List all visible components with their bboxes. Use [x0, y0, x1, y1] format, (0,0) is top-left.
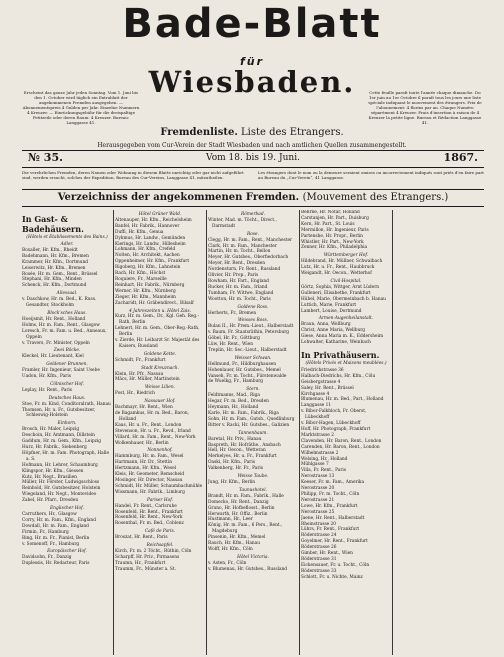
issue-date: Vom 18. bis 19. Juni.	[206, 153, 300, 163]
guest-entry: Duplessis, Hr. Redacteur, Paris	[22, 561, 90, 567]
guest-entry: Carstanjen, Hr. Part., Duisburg	[301, 215, 369, 221]
guest-entry: Werner, Hr. Kfm., Nürnberg	[115, 288, 176, 294]
hotel-name: Hôtel Victoria.	[237, 554, 269, 560]
guest-entry: Banfel, Hr. Fabrik., Hannover	[115, 223, 180, 229]
guest-entry: Clark, Hr. m. Fam., Manchester	[208, 243, 277, 249]
hotel-name: Rose.	[247, 231, 259, 237]
guest-entry: Hegar, Fr. m. Bed., Dresden	[208, 399, 269, 405]
guest-entry: Reinhold, Hr. Gutsbesitzer, Holstein	[22, 486, 101, 492]
guest-entry: Lambert, Louise, Dortmund	[301, 308, 362, 314]
guest-entry: Thomsen, Hr. u. Fr., Gutsbesitzer, Schleswig-Holstein	[22, 407, 96, 419]
hotel-name: Block'sches Haus.	[47, 310, 87, 316]
guest-entry: Dowdall, Hr. m. Fam., England	[22, 523, 89, 529]
guest-entry: Zenner, Hr. Kfm., Philadelphia	[301, 245, 368, 251]
guest-entry: Domecko, Hr. Rent., Danzig	[208, 499, 269, 505]
guest-entry: Hoff, Hr. Photograph, Frankfurt	[301, 427, 371, 432]
hotel-name: Weisse Taube.	[237, 474, 269, 480]
guest-entry: Hammburg, Hr. m. Fam., Wesel	[115, 454, 184, 460]
guest-entry: Leiserwitz, Hr. Kfm., Bremen	[22, 265, 86, 271]
guest-entry: Langgasse 11	[301, 403, 332, 409]
guest-entry: Eickensauer, Fr. u. Tocht., Cöln	[301, 562, 370, 568]
masthead-city: Wiesbaden.	[148, 65, 356, 99]
hotel-name: Zwei Böcke.	[53, 348, 81, 354]
guest-entry: Traumn, Hr., Frankfurt	[115, 560, 166, 566]
guest-entry: Hurz, Hr. Fabrik., Siebenberg	[22, 445, 87, 450]
guest-entry: Partenshe, Hr. Propr., Berlin	[301, 233, 363, 239]
category-subheading: (Hôtels et Etablissements des Bains.)	[26, 235, 108, 240]
guest-entry: v. Zierde, Hr. Leibarzt Sr. Majestät des Kaisers, Russland	[115, 338, 200, 349]
guest-entry: Meyer, Hr. Rent., Dresden	[208, 261, 265, 267]
guest-entry: Reinhart, Hr. Fabrik., Nürnberg	[115, 282, 185, 288]
hotel-name: Pariser Hof.	[147, 497, 173, 503]
guest-entry: Hoeijsmit, Hr. Rent., Holland	[22, 316, 86, 322]
guest-entry: Blumenau, Hr. m. Bed., Part., Holland	[301, 397, 384, 403]
guest-entry: Brandt, Hr. m. Fam., Fabrik., Halle	[208, 493, 284, 499]
divider	[22, 206, 484, 207]
hotel-name: Hôtel Grüner Wald.	[138, 212, 182, 217]
guest-entry: Rauch, Hr. Kfm., Hanau	[208, 541, 261, 547]
guest-entry: Traumm, Fr., Münster a. St.	[115, 566, 176, 572]
guest-entry: Lührs, Fr. Rent., Frankfurt	[301, 527, 360, 533]
hotel-name: 4 Jahreszeiten u. Hôtel Zais.	[129, 308, 191, 314]
guest-entry: Giese, Anna Maria m. K., Eddersheim	[301, 334, 384, 340]
issue-line	[22, 150, 484, 166]
guest-entry: Braun, Anna, Wellburg	[301, 322, 351, 328]
hotel-name: Württemberger Hof.	[323, 253, 369, 259]
guest-entry: Kurz, Hr. m. Gem., Dr., Kgl. Geh. Reg.-Rath, Berlin	[115, 314, 199, 326]
guest-entry: Lohmann, Hr. Kfm., Crefeld	[115, 247, 176, 253]
guest-entry: Holms, Hr. m. Fam., Rent., Glasgow	[22, 322, 100, 328]
guest-entry: Rowham, Hr. Fart., England	[208, 278, 269, 284]
hotel-name: Reichsapfel.	[146, 543, 174, 549]
guest-entry: Rigoberg, Hr. Kfm., Lahnstein	[115, 265, 181, 271]
guest-entry: Lehnert, Hr. m. Gem., Ober-Reg.-Rath, Berlin	[115, 326, 200, 338]
guest-entry: v. Travers, Fr. Minister, Oppeln	[22, 340, 90, 346]
notice-french: Les étrangers dont le nom ou la demeure seraient omises ou incorrectement indiqués sont priés d'en faire part au Bureau du „Cur-Verein“, 41 Langgasse.	[258, 170, 484, 180]
guest-entry: Kleckel, Hr. Lieutenant, Kiel	[22, 354, 84, 360]
guest-entry: Duffi, Hr. Kfm., Genua	[115, 229, 164, 235]
guest-entry: Clegg, Hr. m. Fam., Rent., Manchester	[208, 237, 293, 243]
guest-entry: Loresch, Fr. m. Fam. u. Bed., Anneaux, Oppeln	[22, 328, 107, 340]
guest-entry: Rheinstrasse 20	[301, 521, 337, 527]
guest-entry: Davidsohn, Fr., Danzig	[22, 555, 72, 561]
guest-entry: Stephani, Hr. Kfm., Minden	[22, 277, 82, 283]
guest-entry: Hell, Hr. Oecon., Wetteran	[208, 448, 266, 454]
guest-entry: Hertzmann, Hr. Kfm., Wesel	[115, 466, 177, 472]
guest-entry: Hildebrand, Hr. Müllner, Schwalbach	[301, 259, 383, 265]
guest-entry: v. Bibor-Falkbloch, Fr. Oberst, Lübeckhoff	[301, 409, 367, 421]
guest-entry: Mosinger, Hr. Director, Nassau	[115, 477, 183, 483]
hotel-name: Goldene Kette.	[143, 351, 177, 357]
guest-entry: Rosenfeld, Hr. Rent., New-York	[115, 515, 183, 521]
guest-entry: Wilhelmstrasse 2	[301, 450, 339, 456]
guest-entry: Welsing, Hr., Holland	[301, 456, 348, 462]
guest-entry: Baretal, Hr. Priv., Hanau	[208, 436, 262, 442]
guest-entry: Goyelmer, Hr. Rent., Frankfurt	[301, 539, 368, 545]
guest-entry: Görtz, Sophia, Wittger, Arnt Lüdern	[301, 284, 380, 290]
guest-entry: v. Bibor-Hagen, Lübeckhoff	[301, 421, 361, 427]
guest-entry: Carruthers, Hr., Glasgow	[22, 511, 77, 517]
fremdenliste-german: Fremdenliste.	[160, 127, 238, 138]
guest-entry: Boxaller, Hr. Kfm., Rheidt	[22, 247, 78, 253]
guest-entry: Treplin, Hr. Sec.-Lieut., Halberstadt	[208, 347, 287, 353]
guest-entry: Lohwalter, Katharine, Weinbach	[301, 340, 371, 346]
guest-entry: Tumham, Fr. Wittwe, England	[208, 290, 274, 296]
guest-entry: Schlott, Fr. u. Nichte, Mainz	[301, 574, 363, 580]
guest-entry: Oppenheimer, Hr. Kfm., Frankfurt	[115, 259, 190, 265]
guest-entry: Röderstrasse 31	[301, 556, 337, 562]
guest-entry: Valkenberg, Hr. Fr., Paris	[208, 466, 264, 472]
guest-entry: Mäcs, Hr. Müller, Martinstein	[115, 377, 180, 383]
hotel-name: Englischer Hof.	[50, 506, 84, 512]
hotel-name: Stern.	[246, 387, 260, 393]
hotel-name: Stadt Kreuznach.	[141, 365, 179, 371]
masthead-fuer: für	[239, 55, 265, 68]
guest-entry: v. Asten, Fr., Cöln	[208, 560, 247, 566]
issue-number: № 35.	[28, 151, 63, 164]
guest-entry: Nolten, Hr. Architekt, Aachen	[115, 253, 180, 259]
guest-entry: Marktstrasse 2	[301, 432, 334, 438]
hotel-name: Nonnenhof.	[147, 448, 173, 454]
hotel-name: Allessaal.	[56, 291, 78, 297]
guest-entry: Heymann, Hr., Holland	[208, 405, 259, 411]
guest-entry: Rosenthal, Fr. m. Bed., Coblenz	[115, 521, 184, 527]
column-divider	[113, 210, 114, 655]
hotel-name: Römerbad.	[241, 212, 265, 217]
guest-entry: Carenden, Hr. Baron, Rent., London	[301, 444, 380, 450]
fremdenliste-french: Liste des Etrangers.	[241, 127, 344, 138]
guest-entry: Rosenfeld, Hr. Rent., Frankfurt	[115, 509, 183, 515]
issue-year: 1867.	[443, 151, 478, 164]
guest-entry: Zacharidt, Hr. Gräbendirect., Bilsalf	[115, 300, 194, 306]
guest-entry: Friedrichstrasse 36	[301, 367, 344, 373]
hotel-name: Nassauer Hof.	[144, 399, 176, 405]
hotel-name: Civil-Hospital.	[330, 278, 362, 284]
guest-entry: Wootton, Hr. m. Tocht., Paris	[208, 296, 271, 302]
hotel-name: Armen-Augenheilanstalt.	[318, 316, 374, 322]
masthead-note-german: Erscheint das ganze Jahr jeden Sonntag. Vom 1. Juni bis den 1. October wird täglich ein Extrablatt der angekommenen Fremden ausgegeben. — Abonnementspreis 4 Gulden per Jahr. Einzelne Nummern 4 Kreuzer. — Einrückungsgebühr für die dreispaltige Petitzeile oder deren Raum: 4 Kreuzer. Bureau: Langgasse 41.	[22, 90, 140, 125]
guest-entry: Mermillon, Hr. Ingenieur, Paris	[301, 227, 369, 233]
guest-entry: Röderstrasse 26	[301, 545, 337, 551]
category-subheading: (Hôtels Privés et Maisons meublées.)	[305, 360, 387, 366]
guest-entry: Framler, Hr. Ingenieur, Saint Usebe	[22, 368, 100, 374]
guest-entry: Zieger, Hr. Kfm., Mannheim	[115, 294, 176, 300]
hotel-name: Europäischer Hof.	[47, 549, 87, 555]
guest-entry: Kaus, Hr. u. Fr., Rent., London	[115, 422, 182, 428]
guest-entry: de Bagamkus, Hr. m. Bed., Baron, Holland	[115, 411, 189, 422]
guest-entry: Leplay, Hr. Rent., Paris	[22, 387, 72, 393]
guest-entry: Halbach-Diedrichs, Hr. Kfm., Cölu	[301, 373, 376, 379]
guest-entry: Brosch, Hr. Maler, Leipzig	[22, 427, 80, 433]
guest-entry: Rucker, Hr. m. Fam., Irland	[208, 284, 268, 290]
guest-entry: Kutz, Hr. Negt., Brasilien	[22, 474, 77, 480]
guest-entry: Mühlgasse 7	[301, 462, 329, 468]
guest-entry: Feldtmanns, Mad., Riga	[208, 393, 260, 399]
guest-entry: Müller, Hr. Förster, Ludwigsschloss	[22, 480, 100, 486]
section-heading	[22, 191, 484, 205]
guest-entry: Broszat, Hr. Rent., Paris	[115, 535, 168, 541]
guest-entry: Oaski, Hr. Kfm., Paris	[208, 460, 255, 466]
guest-entry: Villard, Hr. m. Fam., Rent., New-York	[115, 434, 196, 440]
guest-entry: Gruno, Hr. Hofbeflosst., Berlin	[208, 505, 275, 511]
guest-entry: Corry, Hr. m. Fam., Kfm., England	[22, 517, 96, 523]
guest-entry: v. Daschkow, Hr. m. Bed., K. Russ. Gesandter, Stockholm	[22, 297, 97, 309]
column-divider	[206, 210, 207, 655]
guest-entry: Zabel, Hr. Pfarr., Dresden	[22, 498, 79, 504]
guest-entry: Weigandt, Hr. Oecon., Wetterhof	[301, 271, 372, 277]
guest-entry: Lüw, Hr. Rent., Wien	[208, 342, 253, 348]
category-heading: In Gast- & Badehäusern.	[22, 214, 84, 234]
notice-german: Die verehrlichen Fremden, deren Namen oder Wohnung in diesem Blatte unrichtig oder gar nicht aufgeführt sind, werden ersucht, solches der Expedition, Bureau des Cur-Vereins, Langgasse 41, mitzutheilen.	[22, 170, 244, 180]
guest-entry: Herberts, Fr., Bremen	[208, 310, 257, 316]
masthead	[0, 0, 504, 160]
guest-entry: Altenauper, Hr. Kfm., Reichelsheim	[115, 217, 192, 223]
guest-entry: Whistler, Hr. Part., New-York	[301, 239, 364, 245]
guest-entry: Nordensturn, Fr. Rent., Russland	[208, 267, 281, 273]
guest-entry: Schenck, Hr. Kfm., Dortmund	[22, 283, 87, 289]
guest-entry: Krammer, Hr. Kfm., Dortmund	[22, 259, 89, 265]
guest-list-columns	[22, 210, 484, 655]
guest-entry: Philipp, Fr. m. Tocht., Cöln	[301, 491, 360, 497]
hotel-name: Weisser Schwan.	[234, 355, 272, 361]
column-divider	[392, 210, 393, 655]
guest-entry: Badehmann, Hr. Kfm., Bremen	[22, 253, 89, 259]
guest-entry: Karle, Hr. m. Fam., Fabrik., Riga	[208, 411, 279, 416]
guest-entry: Dykmus, Hr. Landw., Gemünden	[115, 235, 186, 241]
guest-entry: Meyer, Hr. Gutsbes., Oberfiedorbach	[208, 255, 289, 261]
guest-entry: Kern, Hr. Part., St. Louis	[301, 221, 355, 227]
guest-entry: Firmin, Fr., Hamburg	[22, 529, 69, 535]
hotel-name: Weisses Ross.	[237, 318, 269, 324]
guest-entry: Herwarth, Hr. Offiz., Berlin	[208, 511, 268, 517]
guest-entry: Röderstrasse 33	[301, 568, 337, 574]
guest-entry: Stoe, Fr. m. Kind, Conditoralrath, Hanau	[22, 401, 111, 407]
fremdenliste-heading	[0, 126, 504, 139]
guest-column	[301, 210, 391, 655]
guest-entry: Martin, Hr. m. Tocht., Bellon	[208, 249, 271, 255]
guest-column	[115, 210, 205, 655]
guest-entry: Winter, Mad. m. Töcht., Direct., Darmstadt	[208, 217, 277, 229]
guest-entry: Scharpff, Hr. Priv., Pirmasens	[115, 554, 180, 560]
guest-entry: Uadon, Hr. Kfm., Paris	[22, 374, 71, 380]
guest-entry: v. Blumenau, Hr. Gutsbes., Russland	[208, 566, 288, 572]
guest-entry: Geisbergstrasse 4	[301, 379, 341, 385]
guest-entry: Lutz, Hr. u. Fr., Rent., Haubbruck	[301, 265, 375, 271]
guest-entry: v. Baum, Fr. Staatsräthin, Petersburg	[208, 330, 290, 336]
guest-entry: Rosée, Hr. m. Gem., Rent., Brüssel	[22, 271, 98, 277]
guest-entry: Olivier, Hr. Prop., Paris	[208, 273, 259, 279]
guest-entry: Hustmann, Hr., Leer	[208, 517, 253, 523]
guest-entry: Wolff, Hr. Kfm., Cöln	[208, 546, 253, 552]
guest-entry: Vanseh, Fr. m. Tocht., Fürstenwalde	[208, 373, 287, 379]
guest-entry: Villa, Fr. Rent., Paris	[301, 468, 347, 474]
guest-entry: Bulan II., Hr. Prem.-Lieut., Halberstadt	[208, 324, 294, 330]
guest-column	[208, 210, 298, 655]
guest-entry: Ritter v. Racki, Hr. Gutsbes., Galizien	[208, 422, 290, 428]
guest-entry: Kleis, Hr. Geometer, Remscheid	[115, 472, 185, 478]
guest-entry: Röderstrasse 24	[301, 533, 337, 539]
hotel-name: Café de Paris.	[144, 529, 176, 535]
category-heading: In Privathäusern.	[301, 349, 380, 360]
guest-column	[22, 210, 112, 655]
guest-entry: Baspreth, Hr. Hofräthe., Ansbach	[208, 442, 281, 448]
guest-entry: Hartmann, Hr. Dr., Stettin	[115, 460, 172, 466]
guest-entry: Hellmund, Fr., Hildburghausen	[208, 361, 276, 367]
guest-entry: Bachmayr, Hr. Rent., Wien	[115, 405, 173, 411]
hotel-name: Goldener Brunnen.	[46, 362, 88, 368]
hotel-name: Einhorn.	[57, 421, 77, 427]
masthead-title: Bade-Blatt	[122, 1, 382, 47]
guest-entry: Klein, Hr. Pfr., Nassau	[115, 371, 164, 377]
guest-entry: Deschoin, Hr. Amtmann, Dillstein	[22, 433, 95, 439]
publisher-line: Herausgegeben vom Cur-Verein der Stadt Wiesbaden und nach amtlichen Quellen zusammengestellt.	[97, 142, 407, 149]
guest-entry: Pinsenin, Hr. Kfm., Memel	[208, 535, 266, 541]
guest-entry: Göbel, Hr. Fr., Göttburg	[208, 336, 260, 342]
guest-entry: Wolkenhauer, Hr., Berlin	[115, 440, 169, 446]
guest-entry: Behrne, Hr. Notar, Holland	[301, 210, 360, 215]
guest-entry: Wiegeland, Hr. Negt., Montevideo	[22, 492, 97, 498]
hotel-name: Weisse Lilien.	[145, 385, 175, 391]
guest-entry: Hohenlauer, Hr. Gutsbes., Memel	[208, 367, 281, 373]
guest-entry: Kirch, Fr. m. 2 Töcht., Rüthin, Cöln	[115, 548, 192, 554]
guest-entry: Ring, Hr. m. Fr., Pianist, Berlin	[22, 535, 90, 541]
guest-entry: v. Somenoff, Fr., Hamburg	[22, 541, 80, 547]
guest-entry: Jung, Hr. Kfm., Berlin	[208, 479, 256, 485]
guest-entry: de Wuelkg, Fr., Hamburg	[208, 379, 264, 385]
guest-entry: Stevenson, Hr. u. Fr., Revd., Irland	[115, 428, 191, 434]
guest-entry: Hofmann, Hr. Lehrer, Schaumburg	[22, 462, 98, 468]
hotel-name: Adler.	[60, 242, 74, 247]
guest-entry: Sohn, Hr. m. Fam., Gutsb., Quedlinburg	[208, 416, 295, 422]
guest-entry: Nerostrasse 13	[301, 474, 335, 480]
guest-entry: Kirchgasse 4	[301, 391, 330, 397]
guest-entry: Christ, Anne Maria, Wellburg	[301, 328, 366, 334]
guest-entry: Wissmann, Hr. Fabrik., Limburg	[115, 489, 185, 495]
divider	[22, 167, 484, 168]
guest-entry: Nerostrasse 25	[301, 509, 335, 515]
guest-entry: Schmidt, Hr. Müller, Schaumbachmühle	[115, 483, 203, 489]
guest-entry: Merkelyes, Hr. u. Fr., Frankfurt	[208, 454, 277, 460]
guest-entry: Nerostrasse 20	[301, 486, 335, 492]
section-subtitle: (Mouvement des Etrangers.)	[302, 192, 449, 203]
guest-entry: Lowe, Hr. Kfm., Frankfurt	[301, 503, 358, 509]
guest-entry: Kierings, Hr. Landw., Hillesheim	[115, 241, 186, 247]
guest-entry: Jaene, Hr. Rent., Halberstadt	[301, 515, 365, 521]
guest-entry: Nerostrasse 21	[301, 497, 335, 503]
column-divider	[299, 210, 300, 655]
section-title: Verzeichniss der angekommenen Fremden.	[57, 192, 300, 203]
guest-entry: Roquiere, Fr., Marseille	[115, 276, 167, 282]
guest-entry: Hübel, Marie, Obermeinbach b. Hanau	[301, 296, 386, 302]
hotel-name: Taunushotel.	[239, 487, 267, 493]
divider	[22, 189, 484, 190]
hotel-name: Cölnischer Hof.	[50, 381, 84, 387]
masthead-note-french: Cette feuille paraît toute l'année chaque dimanche. Du 1er juin au 1er Octobre il paraît tous les jours une liste spéciale indiquant le mouvement des étrangers. Prix de l'abonnement: 4 florins par an. Chaque Numéro séparément 4 Kreuzer. Frais d'insertion à raison de 4 Kreuzer la petite ligne. Bureau et Rédaction Langgasse 41.	[368, 90, 482, 125]
guest-entry: Saley, Hr. Rent., Brüssel	[301, 385, 354, 391]
hotel-name: Goldene Ross.	[237, 304, 269, 310]
guest-entry: Rach, Hr. Kfm., Höchst	[115, 271, 166, 277]
guest-entry: König, Hr. m. Fam., 6 Pers., Rent., Magdeburg	[208, 523, 283, 535]
guest-entry: Klingspor, Hr. Kfm., Giessen	[22, 468, 84, 474]
guest-entry: Luttich, Marie, Frankfurt	[301, 302, 357, 308]
hotel-name: Tannenbaum.	[238, 430, 268, 436]
guest-entry: Handel, Fr. Rent., Carlsruhe	[115, 503, 177, 509]
guest-entry: Clavenden, Hr. Baron, Rent., London	[301, 438, 382, 444]
guest-entry: Höpfner, Hr. m. Fam. Photograph, Halle a. S.	[22, 450, 109, 462]
guest-entry: Gulleneri, Elisabethe, Frankfurt	[301, 290, 371, 296]
guest-entry: Schmidt, Fr., Frankfurt	[115, 357, 166, 363]
guest-entry: Gaddum, Hr. m. Gem., Kfm., Leipzig	[22, 439, 101, 445]
hotel-name: Deutsches Haus.	[48, 395, 86, 401]
guest-entry: Gimber, Hr. Rent., Wien	[301, 551, 353, 557]
guest-entry: Post, Hr., Riedrich	[115, 391, 155, 397]
guest-entry: Keeser, Fr. m. Fam., Amerika	[301, 480, 365, 486]
